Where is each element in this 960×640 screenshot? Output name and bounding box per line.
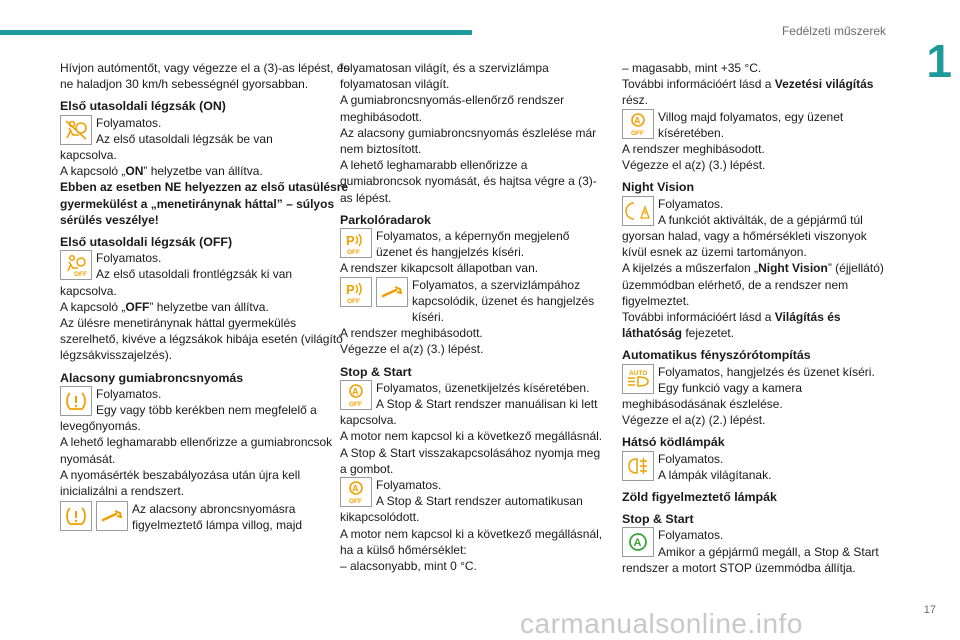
stopstart-desc1-a: A Stop & Start rendszer manuálisan ki lett [376, 397, 598, 412]
section-title: Fedélzeti műszerek [781, 24, 886, 38]
stopstart-desc5: A motor nem kapcsol ki a következő megállásnál, ha a külső hőmérséklet: [340, 526, 603, 557]
fog-status: Folyamatos. [658, 451, 724, 466]
svg-text:P: P [346, 281, 355, 297]
fog-heading: Hátsó ködlámpák [622, 435, 725, 450]
rear-fog-icon [622, 451, 654, 481]
airbag-on-icon [60, 115, 92, 145]
airbag-on-heading: Első utasoldali légzsák (ON) [60, 99, 226, 114]
svg-text:OFF: OFF [349, 400, 362, 407]
ss-green-row [622, 527, 890, 559]
airbag-on-desc1-a: Az első utasoldali légzsák be van [96, 131, 273, 146]
svg-text:P: P [346, 233, 355, 249]
tyre-row [60, 386, 350, 418]
ss-green-status: Folyamatos. [658, 528, 724, 543]
stop-start-active-icon [622, 527, 654, 557]
ss-green-heading: Stop & Start [622, 512, 694, 527]
parking-row-2 [340, 277, 608, 326]
service-wrench-icon [96, 501, 128, 531]
svg-text:A: A [352, 386, 359, 397]
airbag-off-row [60, 250, 350, 282]
stopstart-desc4: kikapcsolódott. [340, 510, 420, 525]
night-desc1: gyorsan halad, vagy a hőmérsékleti viszonyok kívül esnek az üzemi tartományon. [622, 229, 867, 260]
tyre-desc2: A lehető leghamarabb ellenőrizze a gumiabroncsok nyomását. [60, 435, 333, 466]
tyre-desc3: A nyomásérték beszabályozása után újra kell inicializálni a rendszert. [60, 467, 301, 499]
watermark: carmanualsonline.info [520, 608, 803, 639]
stopstart-desc1: kapcsolva. [340, 413, 397, 428]
tyre-desc1-a: Egy vagy több kerékben nem megfelelő a [96, 403, 317, 418]
night-vision-icon [622, 196, 654, 226]
auto-desc1: Folyamatos, hangjelzés és üzenet kíséri. [658, 364, 875, 379]
ss-blink: Villog majd folyamatos, egy üzenet kíséretében. [658, 109, 844, 140]
service-wrench-icon-2 [376, 277, 408, 307]
tyre-heading: Alacsony gumiabroncsnyomás [60, 370, 244, 385]
auto-high-beam-icon [622, 364, 654, 394]
fog-desc: A lámpák világítanak. [658, 467, 772, 482]
stop-start-off-icon-3 [622, 109, 654, 139]
tyre-blink-row [60, 501, 350, 533]
stopstart-status1: Folyamatos, üzenetkijelzés kíséretében. [376, 380, 590, 395]
tyre-status: Folyamatos. [96, 386, 162, 401]
ss-fail1: A rendszer meghibásodott. [622, 142, 765, 157]
column-1 [60, 60, 350, 534]
parking-sensor-off-icon-2 [340, 277, 372, 307]
ss-cont1: – magasabb, mint +35 °C. [622, 61, 762, 75]
svg-text:OFF: OFF [347, 297, 360, 304]
tyre-cont4: A lehető leghamarabb ellenőrizze a gumiabroncsok nyomását, és hajtsa végre a (3)-as lépést. [340, 158, 597, 205]
airbag-on-warning: Ebben az esetben NE helyezzen az első utasülésre gyermekülést a „menetiránynak háttal” – súlyos sérülés veszélye! [60, 180, 349, 227]
intro-text: Hívjon autómentőt, vagy végezze el a (3)-as lépést, és ne haladjon 30 km/h sebességnél gyorsabban. [60, 61, 350, 92]
stopstart-status2: Folyamatos. [376, 478, 442, 493]
night-row [622, 196, 890, 228]
svg-text:OFF: OFF [349, 498, 362, 505]
ss-green-desc: rendszer a motort STOP üzemmódba állítja. [622, 560, 856, 575]
auto-heading: Automatikus fényszórótompítás [622, 348, 811, 363]
svg-text:OFF: OFF [631, 129, 644, 136]
tyre-desc1: levegőnyomás. [60, 419, 141, 434]
ss-cont2: További információért lásd a Vezetési világítás rész. [622, 77, 874, 108]
chapter-number: 1 [926, 35, 952, 87]
stopstart-desc2: A motor nem kapcsol ki a következő megállásnál. [340, 429, 603, 444]
night-heading: Night Vision [622, 180, 695, 195]
airbag-off-desc1-a: Az első utasoldali frontlégzsák ki van [96, 267, 293, 282]
green-heading: Zöld figyelmeztető lámpák [622, 490, 777, 505]
night-status: Folyamatos. [658, 196, 724, 211]
stopstart-heading: Stop & Start [340, 364, 412, 379]
top-accent-bar [0, 30, 472, 35]
tyre-cont1: folyamatosan világít, és a szervizlámpa folyamatosan világít. [340, 61, 549, 92]
parking-row-1 [340, 228, 608, 260]
tyre-cont3: Az alacsony gumiabroncsnyomás észlelése már nem biztosított. [340, 125, 597, 157]
svg-text:A: A [352, 483, 359, 494]
night-desc3: További információért lásd a Világítás és láthatóság fejezetet. [622, 310, 841, 341]
tyre-cont2: A gumiabroncsnyomás-ellenőrző rendszer meghibásodott. [340, 93, 565, 124]
page-number: 17 [923, 604, 936, 616]
parking-desc2: A rendszer kikapcsolt állapotban van. [340, 261, 539, 276]
tyre-pressure-icon [60, 386, 92, 416]
svg-text:A: A [633, 537, 642, 550]
svg-text:OFF: OFF [74, 271, 87, 278]
svg-text:OFF: OFF [347, 249, 360, 256]
tyre-pressure-icon-2 [60, 501, 92, 531]
airbag-off-status: Folyamatos. [96, 251, 162, 266]
airbag-off-icon [60, 250, 92, 280]
tyre-desc4: Az alacsony abroncsnyomásra figyelmeztető lámpa villog, majd [132, 502, 303, 533]
fog-row [622, 451, 890, 483]
auto-desc3: Végezze el a(z) (2.) lépést. [622, 413, 766, 428]
auto-desc2: meghibásodásának észlelése. [622, 397, 783, 412]
stopstart-desc6: – alacsonyabb, mint 0 °C. [340, 559, 477, 574]
svg-text:A: A [634, 115, 641, 126]
parking-desc5: Végezze el a(z) (3.) lépést. [340, 342, 484, 357]
stop-start-off-icon [340, 380, 372, 410]
parking-desc4: A rendszer meghibásodott. [340, 326, 483, 341]
airbag-off-desc2: A kapcsoló „OFF” helyzetbe van állítva. [60, 299, 269, 314]
airbag-on-row [60, 115, 350, 147]
airbag-off-heading: Első utasoldali légzsák (OFF) [60, 235, 233, 250]
airbag-off-desc1: kapcsolva. [60, 283, 117, 298]
stopstart-desc3: A Stop & Start visszakapcsolásához nyomja meg a gombot. [340, 445, 601, 476]
ss-blink-row [622, 109, 890, 141]
ss-fail2: Végezze el a(z) (3.) lépést. [622, 158, 766, 173]
stopstart-desc4-a: A Stop & Start rendszer automatikusan [376, 494, 583, 509]
night-desc1-a: A funkciót aktiválták, de a gépjármű túl [658, 212, 863, 227]
stop-start-off-icon-2 [340, 477, 372, 507]
airbag-on-desc1: kapcsolva. [60, 148, 117, 163]
parking-desc3: Folyamatos, a szervizlámpához kapcsolódik, üzenet és hangjelzés kíséri. [412, 277, 595, 325]
column-2 [340, 60, 608, 574]
night-desc2: A kijelzés a műszerfalon „Night Vision” (éjjellátó) üzemmódban elérhető, de a rendszer nem figyelmeztet. [622, 261, 884, 308]
stopstart-row-2 [340, 477, 608, 509]
airbag-on-status: Folyamatos. [96, 115, 162, 130]
ss-green-desc-a: Amikor a gépjármű megáll, a Stop & Start [658, 544, 879, 559]
parking-desc1: Folyamatos, a képernyőn megjelenő üzenet és hangjelzés kíséri. [376, 229, 570, 260]
airbag-on-desc2: A kapcsoló „ON” helyzetbe van állítva. [60, 164, 263, 179]
column-3 [622, 60, 890, 576]
airbag-off-desc3: Az ülésre menetiránynak háttal gyermekülés szerelhető, kivéve a légzsákok hibája esetén (világító légzsákvisszajelzés). [60, 316, 343, 363]
parking-sensor-off-icon [340, 228, 372, 258]
auto-desc2-a: Egy funkció vagy a kamera [658, 380, 803, 395]
auto-row [622, 364, 890, 396]
parking-heading: Parkolóradarok [340, 212, 431, 227]
stopstart-row-1 [340, 380, 608, 412]
svg-text:AUTO: AUTO [629, 369, 648, 377]
